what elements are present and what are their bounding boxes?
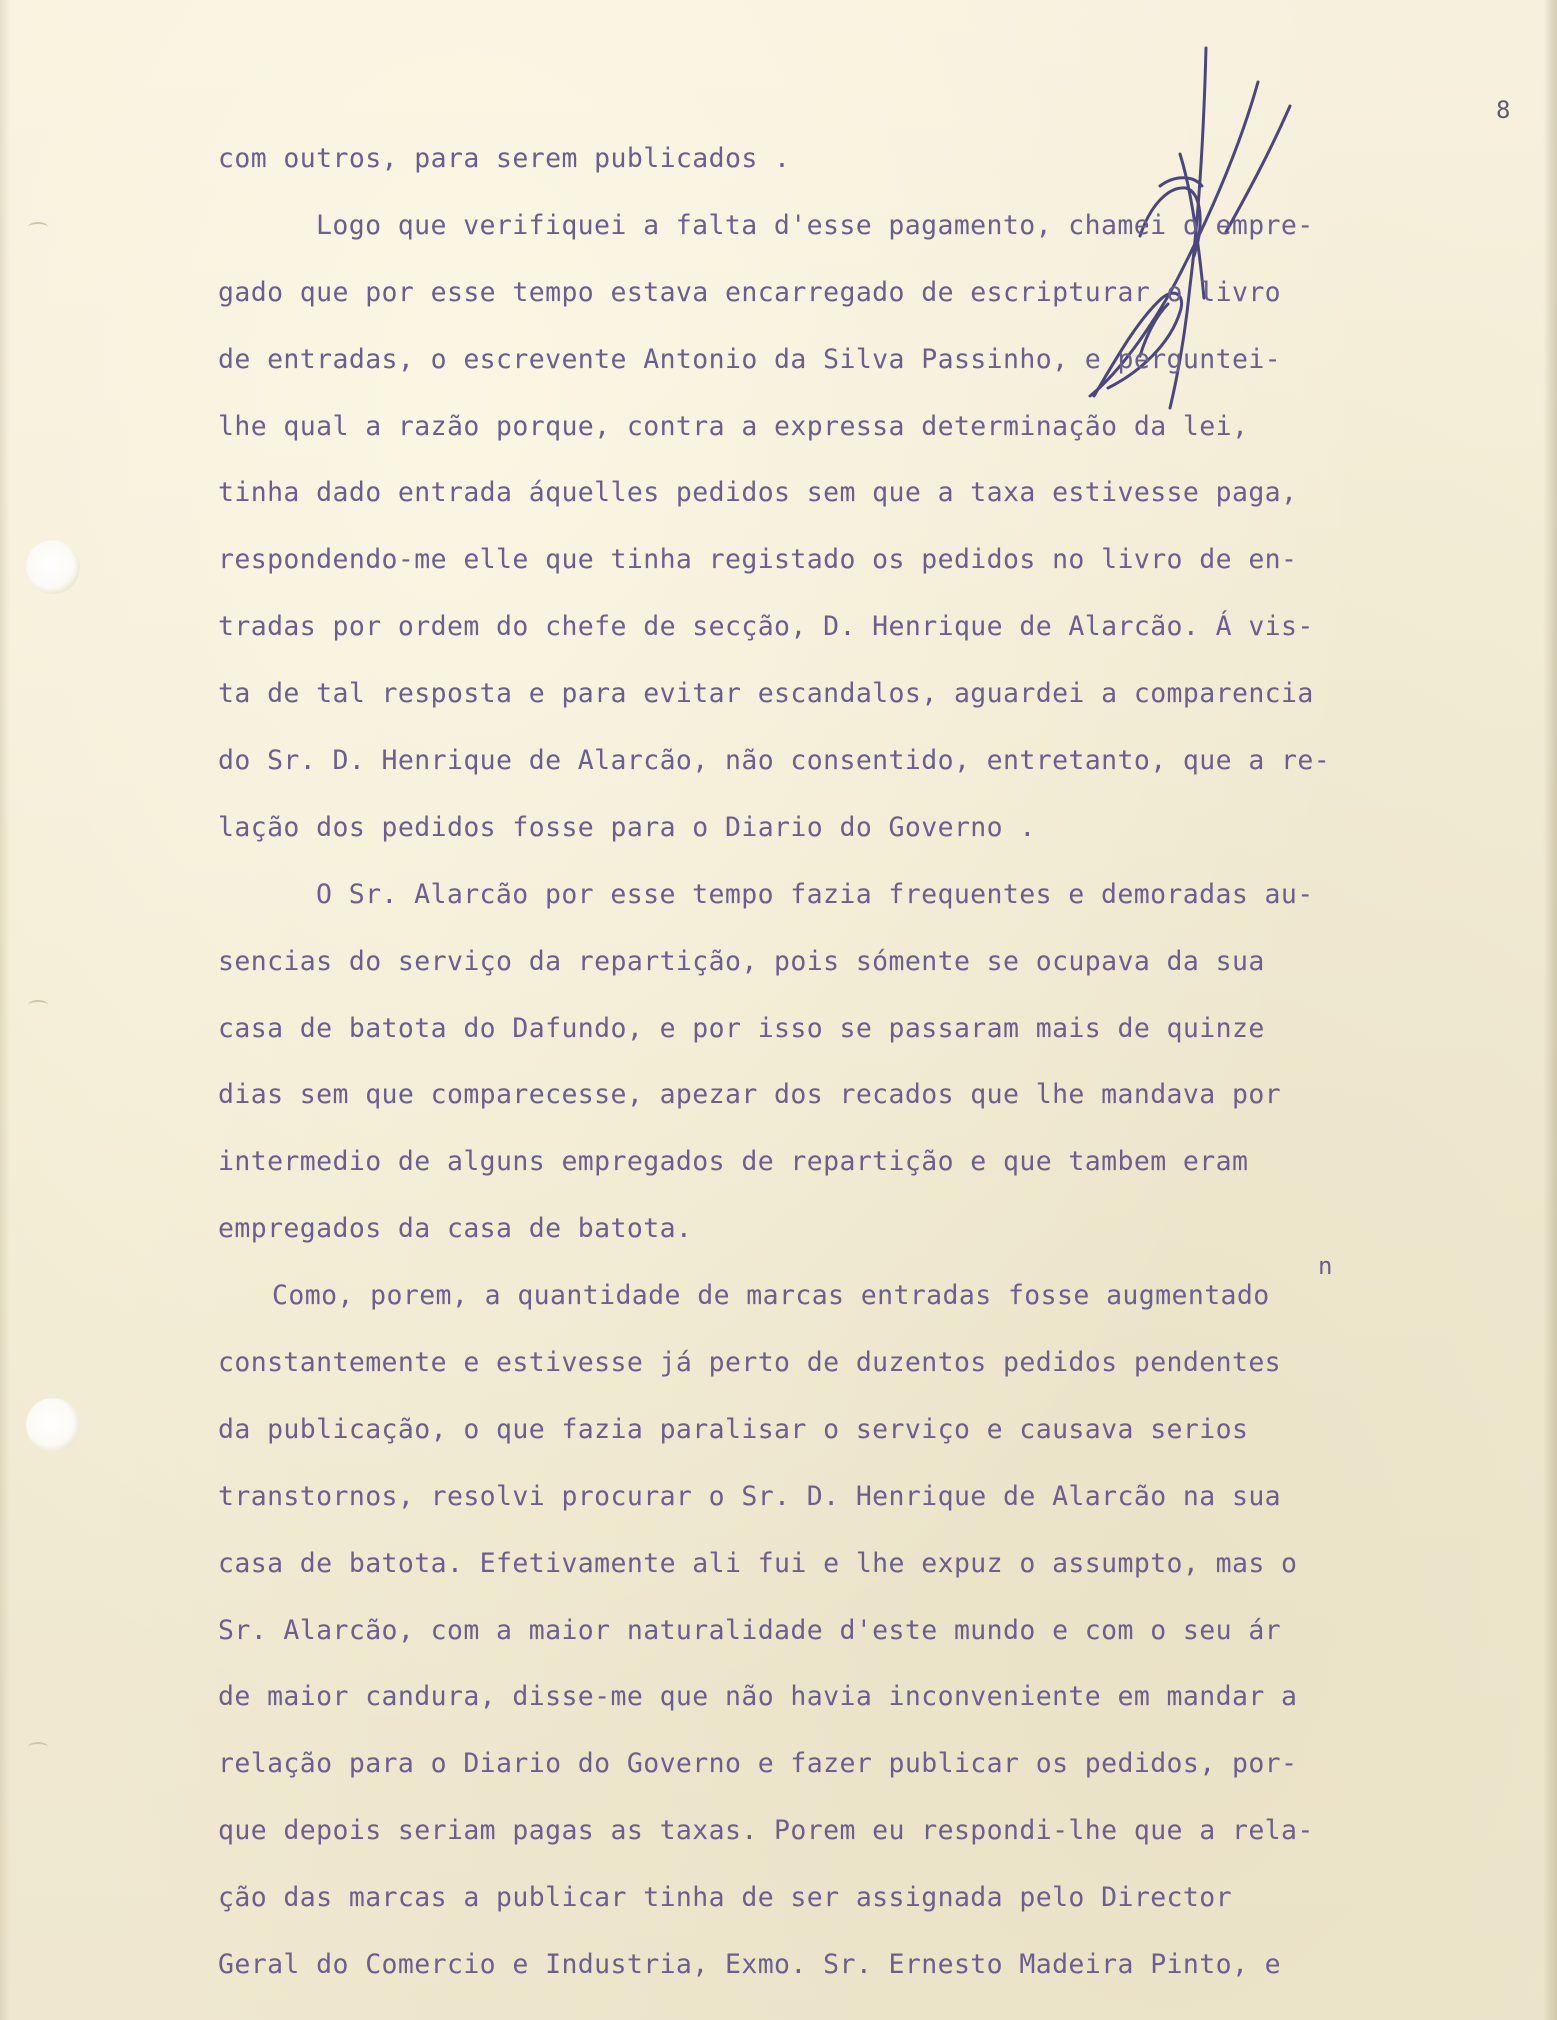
paper-left-edge — [0, 0, 10, 2020]
text-line: constantemente e estivesse já perto de duzentos pedidos pendentes — [218, 1347, 1282, 1379]
text-line: tradas por ordem do chefe de secção, D. Henrique de Alarcão. Á vis- — [218, 611, 1314, 643]
text-line: transtornos, resolvi procurar o Sr. D. Henrique de Alarcão na sua — [218, 1480, 1282, 1512]
text-line: com outros, para serem publicados . — [218, 143, 791, 174]
text-line: lhe qual a razão porque, contra a expressa determinação da lei, — [218, 410, 1249, 442]
text-line: O Sr. Alarcão por esse tempo fazia frequentes e demoradas au- — [316, 878, 1314, 910]
text-line: Geral do Comercio e Industria, Exmo. Sr. Ernesto Madeira Pinto, e — [218, 1949, 1282, 1981]
margin-nick — [28, 1000, 48, 1010]
page-number: 8 — [1496, 96, 1511, 124]
text-line: ção das marcas a publicar tinha de ser assignada pelo Director — [218, 1882, 1232, 1914]
punch-hole-lower — [26, 1398, 80, 1452]
margin-nick — [28, 1742, 48, 1752]
margin-nick — [28, 222, 48, 232]
text-line: sencias do serviço da repartição, pois sómente se ocupava da sua — [218, 945, 1265, 977]
text-line: Sr. Alarcão, com a maior naturalidade d'este mundo e com o seu ár — [218, 1614, 1282, 1646]
paper-right-edge — [1543, 0, 1557, 2020]
text-line: casa de batota. Efetivamente ali fui e lhe expuz o assumpto, mas o — [218, 1547, 1298, 1579]
text-line: casa de batota do Dafundo, e por isso se passaram mais de quinze — [218, 1012, 1265, 1044]
insertion-mark: n — [1318, 1252, 1333, 1280]
text-line: de entradas, o escrevente Antonio da Silva Passinho, e perguntei- — [218, 343, 1282, 375]
text-line: empregados da casa de batota. — [218, 1213, 693, 1245]
text-line: intermedio de alguns empregados de repartição e que tambem eram — [218, 1146, 1249, 1178]
text-line: relação para o Diario do Governo e fazer publicar os pedidos, por- — [218, 1748, 1298, 1780]
text-line: Como, porem, a quantidade de marcas entradas fosse augmentado — [272, 1280, 1270, 1312]
text-line: dias sem que comparecesse, apezar dos recados que lhe mandava por — [218, 1079, 1282, 1111]
punch-hole-upper — [26, 540, 80, 594]
text-line: que depois seriam pagas as taxas. Porem eu respondi-lhe que a rela- — [218, 1815, 1314, 1847]
text-line: Logo que verifiquei a falta d'esse pagamento, chamei o empre- — [316, 209, 1314, 241]
text-line: tinha dado entrada áquelles pedidos sem que a taxa estivesse paga, — [218, 477, 1298, 509]
text-line: de maior candura, disse-me que não havia inconveniente em mandar a — [218, 1681, 1298, 1713]
text-line: lação dos pedidos fosse para o Diario do Governo . — [218, 811, 1036, 843]
text-line: gado que por esse tempo estava encarregado de escripturar o livro — [218, 276, 1282, 308]
text-line: respondendo-me elle que tinha registado os pedidos no livro de en- — [218, 544, 1298, 576]
typewritten-body — [218, 126, 1530, 1999]
text-line: da publicação, o que fazia paralisar o serviço e causava serios — [218, 1413, 1249, 1445]
text-line: ta de tal resposta e para evitar escandalos, aguardei a comparencia — [218, 678, 1314, 710]
text-line: do Sr. D. Henrique de Alarcão, não consentido, entretanto, que a re- — [218, 745, 1331, 777]
